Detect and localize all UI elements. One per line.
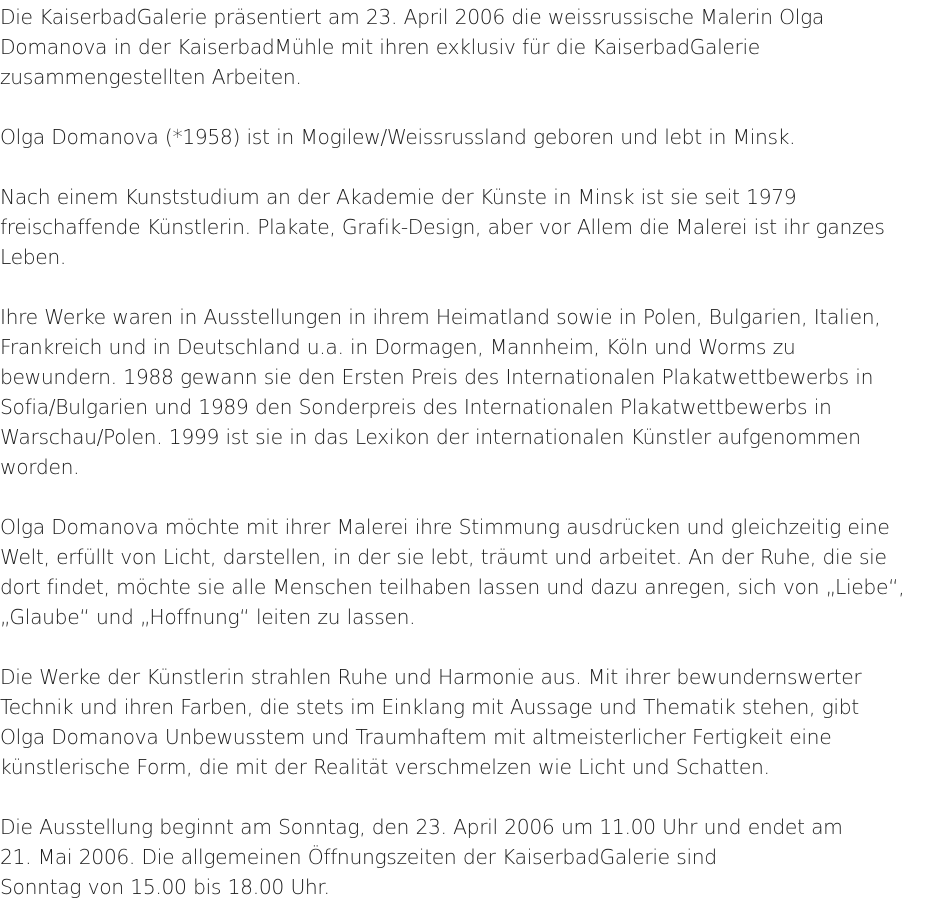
paragraph-gap <box>0 632 946 662</box>
paragraph-intro <box>0 2 946 92</box>
text-line: Die Ausstellung beginnt am Sonntag, den 23. April 2006 um 11.00 Uhr und endet am <box>0 815 843 839</box>
text-line: „Glaube“ und „Hoffnung“ leiten zu lassen. <box>0 605 416 629</box>
paragraph-gap <box>0 482 946 512</box>
text-line: Domanova in der KaiserbadMühle mit ihren exklusiv für die KaiserbadGalerie <box>0 35 760 59</box>
text-line: Warschau/Polen. 1999 ist sie in das Lexikon der internationalen Künstler aufgenommen <box>0 425 861 449</box>
paragraph-gap <box>0 272 946 302</box>
text-line: zusammengestellten Arbeiten. <box>0 65 302 89</box>
paragraph-exhibitions <box>0 302 946 482</box>
paragraph-gap <box>0 782 946 812</box>
text-line: Olga Domanova Unbewusstem und Traumhaftem mit altmeisterlicher Fertigkeit eine <box>0 725 832 749</box>
paragraph-gap <box>0 152 946 182</box>
text-line: worden. <box>0 455 80 479</box>
paragraph-works <box>0 662 946 782</box>
text-line: bewundern. 1988 gewann sie den Ersten Preis des Internationalen Plakatwettbewerbs in <box>0 365 874 389</box>
text-line: Olga Domanova (*1958) ist in Mogilew/Weissrussland geboren und lebt in Minsk. <box>0 125 796 149</box>
paragraph-gap <box>0 92 946 122</box>
paragraph-education <box>0 182 946 272</box>
text-line: Sofia/Bulgarien und 1989 den Sonderpreis des Internationalen Plakatwettbewerbs in <box>0 395 832 419</box>
text-line: Die KaiserbadGalerie präsentiert am 23. April 2006 die weissrussische Malerin Olga <box>0 5 824 29</box>
text-line: Nach einem Kunststudium an der Akademie der Künste in Minsk ist sie seit 1979 <box>0 185 797 209</box>
text-line: Welt, erfüllt von Licht, darstellen, in der sie lebt, träumt und arbeitet. An der Ruhe, die sie <box>0 545 887 569</box>
text-line: 21. Mai 2006. Die allgemeinen Öffnungszeiten der KaiserbadGalerie sind <box>0 845 717 869</box>
text-line: Frankreich und in Deutschland u.a. in Dormagen, Mannheim, Köln und Worms zu <box>0 335 796 359</box>
text-line: künstlerische Form, die mit der Realität verschmelzen wie Licht und Schatten. <box>0 755 770 779</box>
text-line: Sonntag von 15.00 bis 18.00 Uhr. <box>0 875 330 899</box>
text-line: Leben. <box>0 245 66 269</box>
text-line: dort findet, möchte sie alle Menschen teilhaben lassen und dazu anregen, sich von „Liebe“, <box>0 575 905 599</box>
text-line: Ihre Werke waren in Ausstellungen in ihrem Heimatland sowie in Polen, Bulgarien, Italien, <box>0 305 881 329</box>
paragraph-mood <box>0 512 946 632</box>
paragraph-opening-hours <box>0 812 946 902</box>
text-line: Olga Domanova möchte mit ihrer Malerei ihre Stimmung ausdrücken und gleichzeitig eine <box>0 515 890 539</box>
text-line: Die Werke der Künstlerin strahlen Ruhe und Harmonie aus. Mit ihrer bewundernswerter <box>0 665 862 689</box>
text-line: Technik und ihren Farben, die stets im Einklang mit Aussage und Thematik stehen, gibt <box>0 695 859 719</box>
paragraph-birth <box>0 122 946 152</box>
text-line: freischaffende Künstlerin. Plakate, Grafik-Design, aber vor Allem die Malerei ist ihr ganzes <box>0 215 885 239</box>
